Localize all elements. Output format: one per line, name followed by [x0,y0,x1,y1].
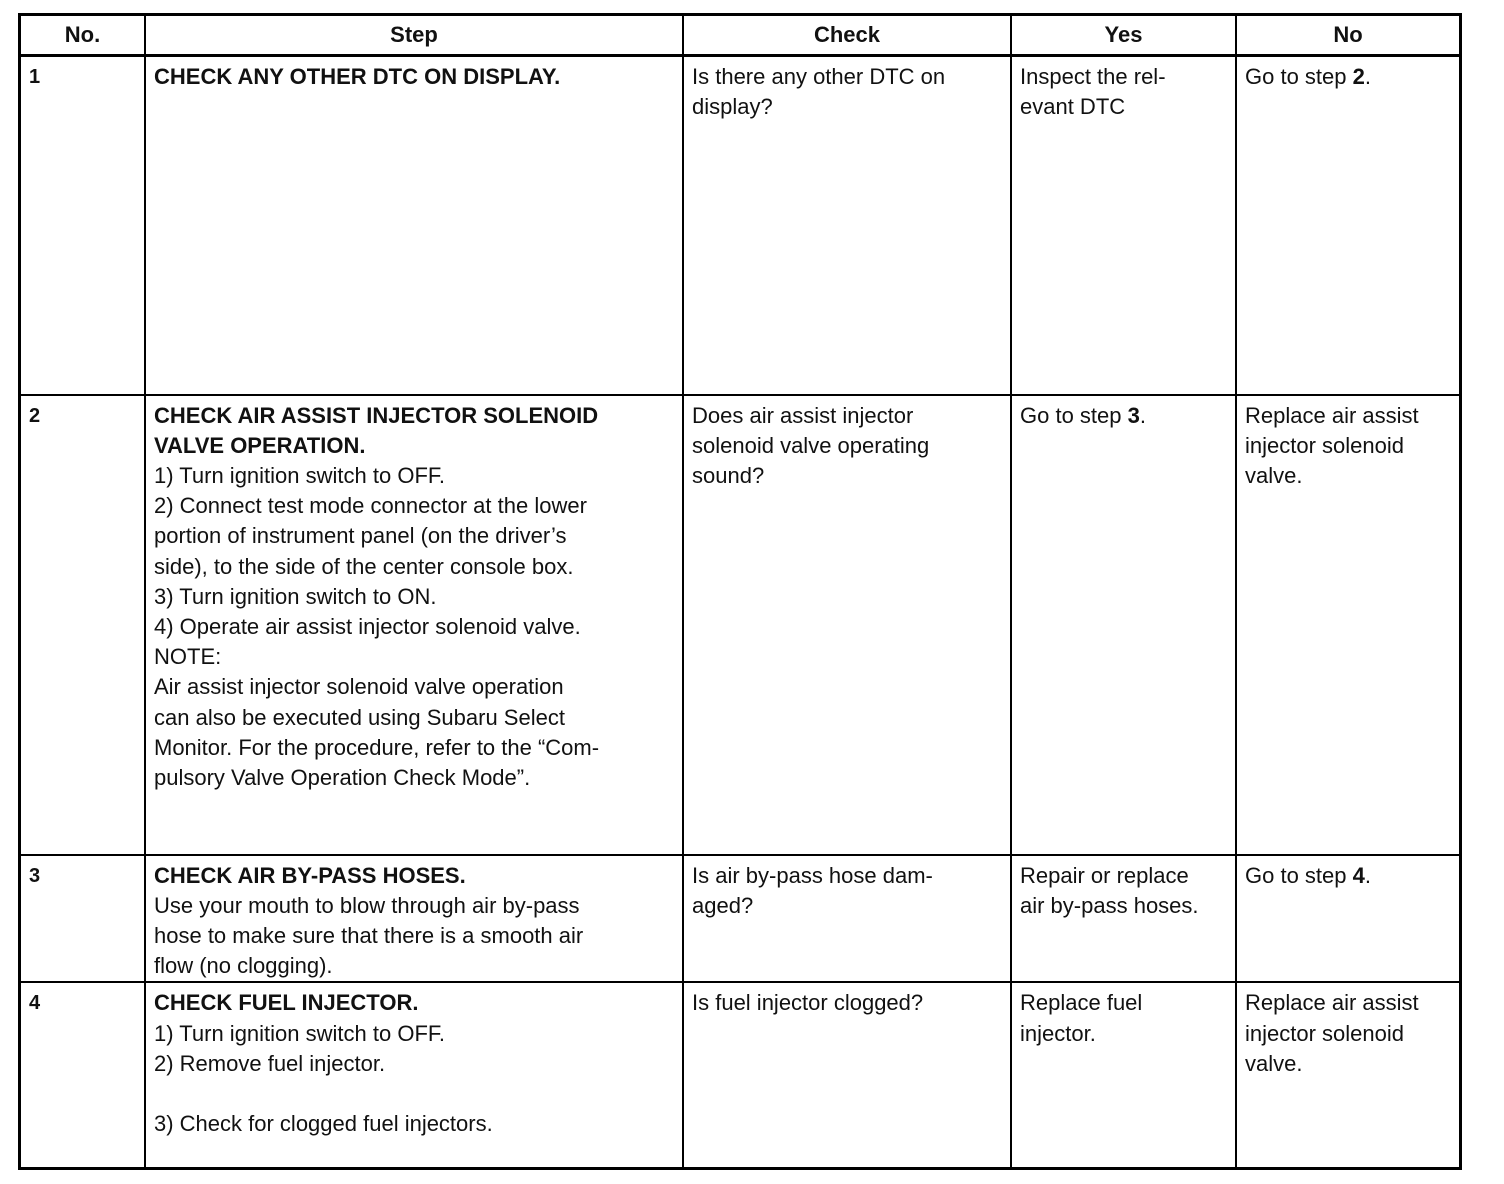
check-cell [683,395,1011,855]
no-text: Replace air assist [1245,402,1419,428]
check-text: Is fuel injector clogged? [692,990,924,1016]
check-text: sound? [692,462,765,488]
yes-text: Inspect the rel- [1020,64,1166,89]
step-instruction: Use your mouth to blow through air by-pass [154,892,580,918]
yes-text: Repair or replace [1020,862,1189,888]
table-row [21,395,1459,855]
check-cell [683,982,1011,1167]
header-step: Step [145,16,683,56]
yes-text: air by-pass hoses. [1020,892,1199,918]
no-text: valve. [1245,462,1303,488]
no-text: injector solenoid [1245,1020,1404,1046]
yes-text: injector. [1020,1020,1096,1046]
check-cell [683,56,1011,395]
step-title: VALVE OPERATION. [154,432,366,458]
step-note: Monitor. For the procedure, refer to the “Com- [154,734,600,760]
step-number: 1 [21,56,145,395]
step-instruction: 1) Turn ignition switch to OFF. [154,1020,445,1046]
diagnostic-table [21,16,1459,1167]
table-row [21,982,1459,1167]
yes-cell [1011,855,1236,983]
diagnostic-table-frame [18,13,1462,1170]
table-row [21,855,1459,983]
header-yes: Yes [1011,16,1236,56]
step-instruction: 1) Turn ignition switch to OFF. [154,462,445,488]
no-text: injector solenoid [1245,432,1404,458]
step-note: Air assist injector solenoid valve operation [154,674,564,700]
no-cell [1236,56,1459,395]
spacer [154,1079,674,1109]
step-instruction: 3) Turn ignition switch to ON. [154,583,437,609]
check-text: Is air by-pass hose dam- [692,862,933,888]
yes-cell [1011,395,1236,855]
yes-step-ref: 3 [1127,402,1140,428]
step-title: CHECK AIR BY-PASS HOSES. [154,862,466,888]
check-text: aged? [692,892,754,918]
header-no-result: No [1236,16,1459,56]
step-instruction: 2) Remove fuel injector. [154,1050,386,1076]
step-instruction: portion of instrument panel (on the driver’s [154,523,567,549]
step-instruction: hose to make sure that there is a smooth air [154,922,584,948]
check-text: Does air assist injector [692,402,914,428]
yes-text-suffix: . [1139,402,1146,428]
header-no: No. [21,16,145,56]
step-number: 4 [21,982,145,1167]
step-number: 3 [21,855,145,983]
step-title: CHECK FUEL INJECTOR. [154,990,419,1016]
no-text: valve. [1245,1050,1303,1076]
step-title: CHECK ANY OTHER DTC ON DISPLAY. [154,64,561,89]
step-instruction: 3) Check for clogged fuel injectors. [154,1111,493,1137]
step-note: can also be executed using Subaru Select [154,704,565,730]
yes-text: Replace fuel [1020,990,1143,1016]
step-note: pulsory Valve Operation Check Mode”. [154,764,531,790]
no-cell [1236,395,1459,855]
step-cell [145,855,683,983]
step-note-label: NOTE: [154,644,222,670]
step-instruction: 2) Connect test mode connector at the lower [154,493,587,519]
step-number: 2 [21,395,145,855]
step-title: CHECK AIR ASSIST INJECTOR SOLENOID [154,402,599,428]
step-instruction: 4) Operate air assist injector solenoid valve. [154,613,581,639]
table-header-row [21,16,1459,56]
yes-text: evant DTC [1020,94,1126,120]
yes-cell [1011,982,1236,1167]
no-cell [1236,982,1459,1167]
no-step-ref: 4 [1352,862,1365,888]
no-text-suffix: . [1364,862,1371,888]
check-text: display? [692,94,773,120]
no-step-ref: 2 [1352,64,1365,89]
no-text: Go to step [1245,862,1353,888]
step-cell [145,56,683,395]
yes-text: Go to step [1020,402,1128,428]
no-text: Go to step [1245,64,1353,89]
step-cell [145,982,683,1167]
no-cell [1236,855,1459,983]
no-text: Replace air assist [1245,990,1419,1016]
no-text-suffix: . [1364,64,1371,89]
step-cell [145,395,683,855]
check-text: Is there any other DTC on [692,64,946,89]
step-instruction: side), to the side of the center console box. [154,553,574,579]
header-check: Check [683,16,1011,56]
yes-cell [1011,56,1236,395]
check-text: solenoid valve operating [692,432,930,458]
check-cell [683,855,1011,983]
step-instruction: flow (no clogging). [154,953,333,979]
table-row [21,56,1459,395]
